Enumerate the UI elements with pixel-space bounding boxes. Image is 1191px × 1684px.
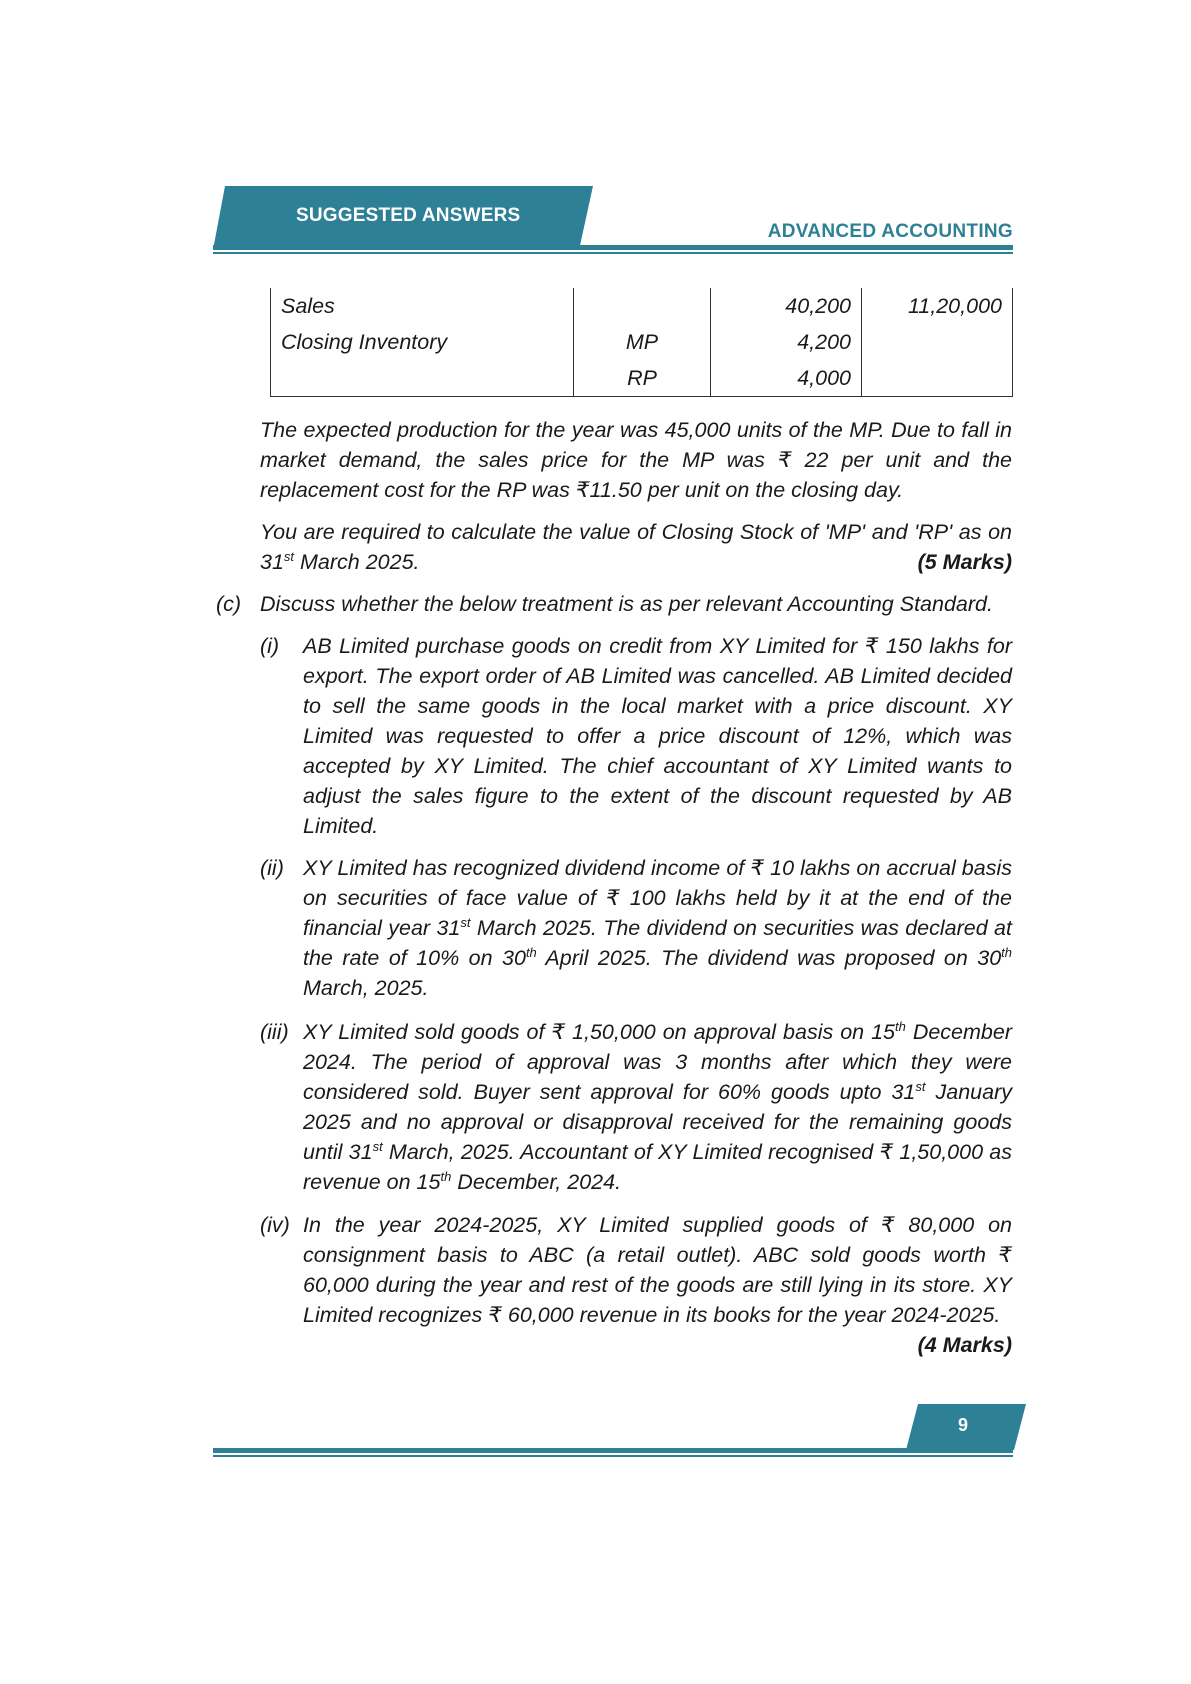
paragraph-requirement [260, 517, 1012, 577]
item-text [303, 1210, 1012, 1360]
header-rule-thin [213, 252, 1013, 254]
text-span: You are required to calculate the value of Closing Stock of 'MP' and 'RP' as on 31 [260, 520, 1012, 574]
text-span: April 2025. The dividend was proposed on 30 [536, 946, 1002, 970]
table-cell: 4,200 [711, 324, 862, 360]
table-cell: Closing Inventory [271, 324, 574, 360]
text-span: March, 2025. [303, 976, 429, 1000]
table-cell: 11,20,000 [862, 288, 1013, 324]
table-cell: 4,000 [711, 360, 862, 397]
inventory-table [270, 288, 1013, 397]
footer-rule [213, 1448, 1013, 1453]
item-label: (iv) [260, 1213, 290, 1237]
superscript: th [525, 944, 537, 960]
part-c-intro: Discuss whether the below treatment is as per relevant Accounting Standard. [260, 592, 993, 616]
superscript: th [895, 1018, 906, 1034]
text-span: December, 2024. [451, 1170, 622, 1194]
table-cell: MP [574, 324, 711, 360]
text-span: January 2025 and no approval or disapproval received for the remaining goods until 31 [303, 1080, 1012, 1164]
header-left-tab: SUGGESTED ANSWERS [296, 205, 521, 226]
header-title: ADVANCED ACCOUNTING [767, 221, 1013, 242]
superscript: st [283, 548, 295, 564]
superscript: th [440, 1168, 452, 1184]
superscript: th [1001, 944, 1013, 960]
item-label: (ii) [260, 856, 284, 880]
table-row [271, 360, 1013, 397]
item-text: AB Limited purchase goods on credit from XY Limited for ₹ 150 lakhs for export. The export order of AB Limited was cancelled. AB Limited decided to sell the same goods in the local market with a price discount. XY Limited was requested to offer a price discount of 12%, which was accepted by XY Limited. The chief accountant of XY Limited wants to adjust the sales figure to the extent of the discount requested by AB Limited. [303, 634, 1012, 838]
marks-label: (4 Marks) [917, 1333, 1012, 1357]
part-label: (c) [216, 592, 242, 616]
header-rule [213, 245, 1013, 250]
table-row [271, 288, 1013, 324]
table-cell: Sales [271, 288, 574, 324]
footer-rule-thin [213, 1455, 1013, 1457]
marks-label: (5 Marks) [917, 550, 1012, 574]
text-span: March, 2025. Accountant of XY Limited recognised ₹ 1,50,000 as revenue on 15 [303, 1140, 1012, 1194]
item-label: (iii) [260, 1020, 289, 1044]
text-span: In the year 2024-2025, XY Limited supplied goods of ₹ 80,000 on consignment basis to ABC (a retail outlet). ABC sold goods worth ₹ 60,000 during the year and rest of the goods are still lying in its store. XY Limited recognizes ₹ 60,000 revenue in its books for the year 2024-2025. [303, 1213, 1012, 1327]
table-cell [862, 360, 1013, 397]
item-text [303, 853, 1012, 1003]
table-cell: RP [574, 360, 711, 397]
table-cell [271, 360, 574, 397]
text-span: March 2025. The dividend on securities was declared at the rate of 10% on 30 [303, 916, 1012, 970]
superscript: st [915, 1078, 926, 1094]
text-span: XY Limited sold goods of ₹ 1,50,000 on approval basis on 15 [303, 1020, 895, 1044]
item-label: (i) [260, 634, 280, 658]
superscript: st [460, 914, 471, 930]
table-cell [574, 288, 711, 324]
text-span: March 2025. [294, 550, 420, 574]
table-cell: 40,200 [711, 288, 862, 324]
table-row [271, 324, 1013, 360]
page-number: 9 [958, 1415, 969, 1435]
table-cell [862, 324, 1013, 360]
text-span: XY Limited has recognized dividend income of ₹ 10 lakhs on accrual basis on securities of face value of ₹ 100 lakhs held by it at the end of the financial year 31 [303, 856, 1012, 940]
item-text [303, 1017, 1012, 1197]
superscript: st [372, 1138, 383, 1154]
paragraph-expected-production: The expected production for the year was 45,000 units of the MP. Due to fall in market demand, the sales price for the MP was ₹ 22 per unit and the replacement cost for the RP was ₹11.50 per unit on the closing day. [260, 418, 1012, 502]
text-span: December 2024. The period of approval was 3 months after which they were considered sold. Buyer sent approval for 60% goods upto 31 [303, 1020, 1012, 1104]
